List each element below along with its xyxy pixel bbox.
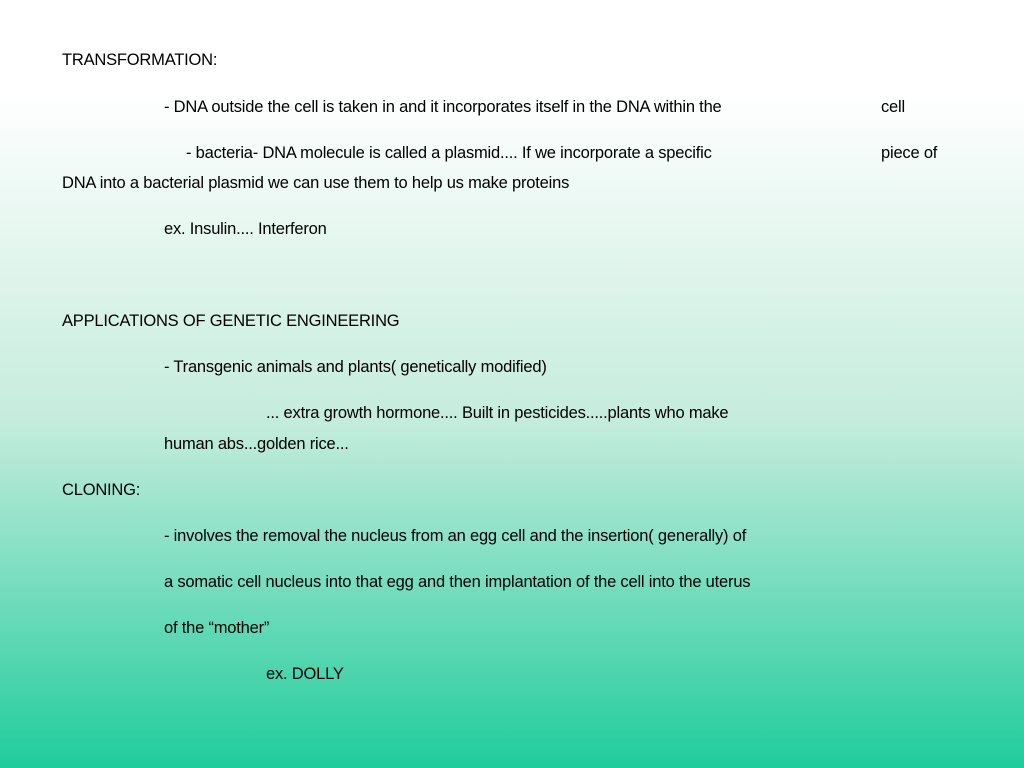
transformation-line-1: - DNA outside the cell is taken in and it incorporates itself in the DNA within the <box>164 98 722 116</box>
applications-line-2: ... extra growth hormone.... Built in pesticides.....plants who make <box>266 404 729 422</box>
transformation-example: ex. Insulin.... Interferon <box>164 220 327 238</box>
cloning-line-2: a somatic cell nucleus into that egg and then implantation of the cell into the uterus <box>164 573 751 591</box>
cloning-example: ex. DOLLY <box>266 665 344 683</box>
transformation-line-2-tail: piece of <box>881 144 938 162</box>
transformation-heading: TRANSFORMATION: <box>62 51 218 69</box>
applications-line-1: - Transgenic animals and plants( genetically modified) <box>164 358 547 376</box>
cloning-line-3: of the “mother” <box>164 619 270 637</box>
transformation-line-2: - bacteria- DNA molecule is called a plasmid.... If we incorporate a specific <box>186 144 712 162</box>
cloning-heading: CLONING: <box>62 481 141 499</box>
cloning-line-1: - involves the removal the nucleus from an egg cell and the insertion( generally) of <box>164 527 747 545</box>
transformation-line-1-tail: cell <box>881 98 905 116</box>
transformation-line-2-continued: DNA into a bacterial plasmid we can use them to help us make proteins <box>62 174 570 192</box>
applications-heading: APPLICATIONS OF GENETIC ENGINEERING <box>62 312 400 330</box>
applications-line-2-continued: human abs...golden rice... <box>164 435 349 453</box>
